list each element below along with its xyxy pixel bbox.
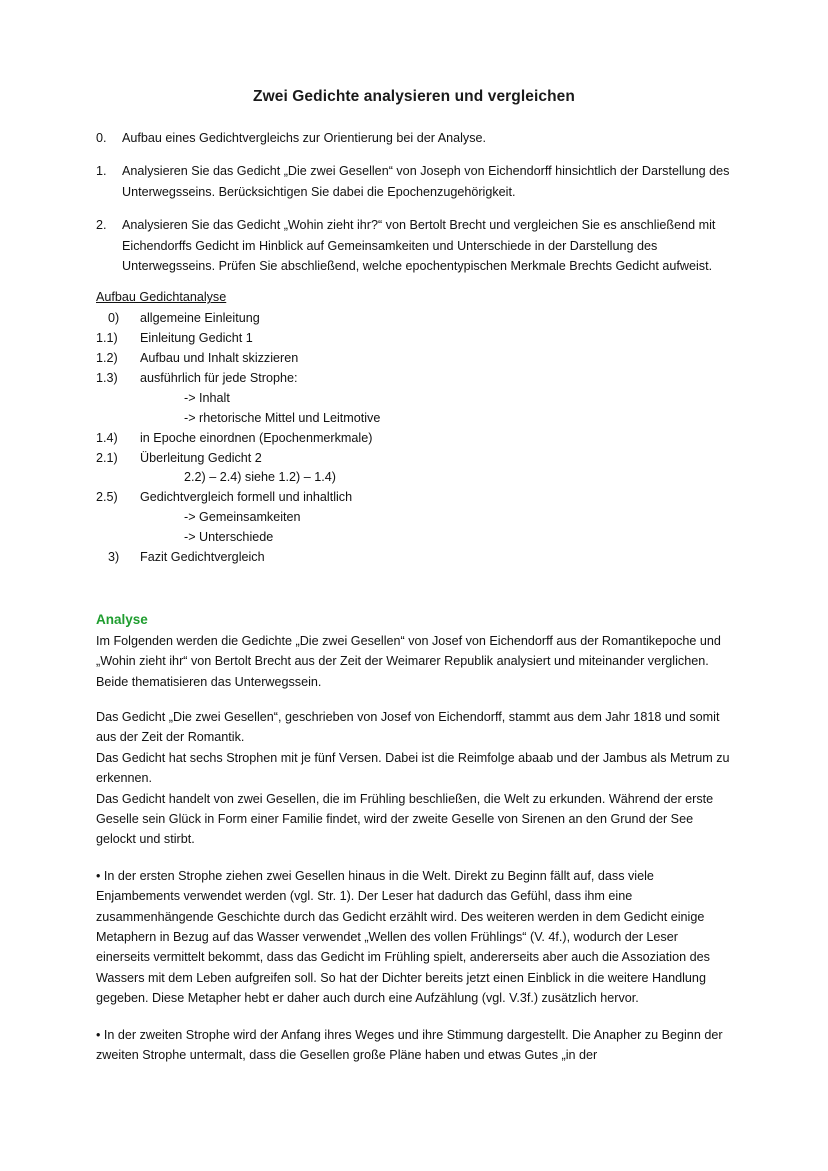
outline-label: ausführlich für jede Strophe: — [140, 371, 298, 386]
paragraph: Im Folgenden werden die Gedichte „Die zwei Gesellen“ von Josef von Eichendorff aus der Romantikepoche und „Wohin zieht ihr“ von Bertolt Brecht aus der Zeit der Weimarer Republik analysiert und miteinander verglichen. Beide thematisieren das Unterwegssein. — [96, 633, 721, 689]
outline-item — [96, 429, 732, 449]
task-item — [96, 215, 732, 276]
outline-number: 1.1) — [96, 331, 118, 346]
task-number: 0. — [96, 131, 107, 145]
outline-label: Einleitung Gedicht 1 — [140, 331, 253, 346]
outline-number: 2.1) — [96, 450, 118, 465]
task-number: 2. — [96, 218, 107, 233]
outline-number: 3) — [108, 550, 120, 565]
outline-item — [96, 349, 732, 369]
outline-label: Fazit Gedichtvergleich — [140, 550, 265, 565]
page-title: Zwei Gedichte analysieren und vergleichen — [253, 88, 575, 105]
outline-subitem: -> Inhalt — [184, 390, 230, 405]
outline-label: Aufbau und Inhalt skizzieren — [140, 351, 299, 366]
outline-label: allgemeine Einleitung — [140, 311, 260, 326]
task-number: 1. — [96, 164, 107, 179]
outline-subitem: 2.2) – 2.4) siehe 1.2) – 1.4) — [184, 470, 336, 485]
bullet-paragraph: • In der ersten Strophe ziehen zwei Gesellen hinaus in die Welt. Direkt zu Beginn fällt auf, dass viele Enjambements verwendet werden (vgl. Str. 1). Der Leser hat dadurch das Gefühl, dass ihm eine zusammenhängende Geschichte durch das Gedicht erzählt wird. Des weiteren werden in dem Gedicht einige Metaphern in Bezug auf das Wasser verwendet „Wellen des vollen Frühlings“ (V. 4f.), wodurch der Leser einerseits vermittelt bekommt, dass das Gedicht im Frühling spielt, andererseits aber auch die Assoziation des Wassers mit dem Leben aufgreifen soll. So hat der Dichter bereits jetzt einen Einblick in die weitere Handlung gegeben. Diese Metapher hebt er daher auch durch eine Aufzählung (vgl. V.3f.) zusätzlich hervor. — [96, 868, 710, 1006]
outline-item — [96, 449, 732, 469]
paragraph: Das Gedicht „Die zwei Gesellen“, geschrieben von Josef von Eichendorff, stammt aus dem Jahr 1818 und somit aus der Zeit der Romantik. — [96, 710, 720, 745]
outline-item — [96, 548, 732, 568]
outline-label: Überleitung Gedicht 2 — [140, 450, 262, 465]
outline-subitem: -> Gemeinsamkeiten — [184, 510, 301, 525]
outline-number: 1.3) — [96, 371, 118, 386]
outline-item — [96, 309, 732, 329]
outline-heading: Aufbau Gedichtanalyse — [96, 290, 227, 305]
paragraph: Das Gedicht hat sechs Strophen mit je fünf Versen. Dabei ist die Reimfolge abaab und der Jambus als Metrum zu erkennen. — [96, 750, 730, 786]
outline-item — [96, 369, 732, 389]
task-item — [96, 161, 732, 202]
outline-label: Gedichtvergleich formell und inhaltlich — [140, 490, 353, 505]
task-item — [96, 128, 732, 148]
analysis-heading: Analyse — [96, 611, 148, 627]
outline-subitem: -> Unterschiede — [184, 530, 274, 545]
outline-list — [96, 309, 732, 568]
outline-subitem: -> rhetorische Mittel und Leitmotive — [184, 410, 381, 425]
outline-label: in Epoche einordnen (Epochenmerkmale) — [140, 430, 373, 445]
outline-item — [96, 329, 732, 349]
outline-number: 1.2) — [96, 351, 118, 366]
task-text: Analysieren Sie das Gedicht „Wohin zieht ihr?“ von Bertolt Brecht und vergleichen Sie es anschließend mit Eichendorffs Gedicht im Hinblick auf Gemeinsamkeiten und Unterschiede in der Darstellung des Unterwegsseins. Prüfen Sie abschließend, welche epochentypischen Merkmale Brechts Gedicht aufweist. — [122, 218, 716, 273]
task-list — [96, 128, 732, 276]
paragraph: Das Gedicht handelt von zwei Gesellen, die im Frühling beschließen, die Welt zu erkunden. Während der erste Geselle sein Glück in Form einer Familie findet, wird der zweite Geselle von Sirenen an den Grund der See gelockt und stirbt. — [96, 791, 714, 847]
outline-item — [96, 488, 732, 508]
task-text: Aufbau eines Gedichtvergleichs zur Orientierung bei der Analyse. — [122, 131, 487, 145]
outline-number: 2.5) — [96, 490, 118, 505]
bullet-paragraph: • In der zweiten Strophe wird der Anfang ihres Weges und ihre Stimmung dargestellt. Die Anapher zu Beginn der zweiten Strophe untermalt, dass die Gesellen große Pläne haben und etwas Gutes „in der — [96, 1027, 723, 1062]
task-text: Analysieren Sie das Gedicht „Die zwei Gesellen“ von Joseph von Eichendorff hinsichtlich der Darstellung des Unterwegsseins. Berücksichtigen Sie dabei die Epochenzugehörigkeit. — [122, 164, 730, 199]
outline-number: 1.4) — [96, 430, 118, 445]
outline-number: 0) — [108, 311, 120, 326]
